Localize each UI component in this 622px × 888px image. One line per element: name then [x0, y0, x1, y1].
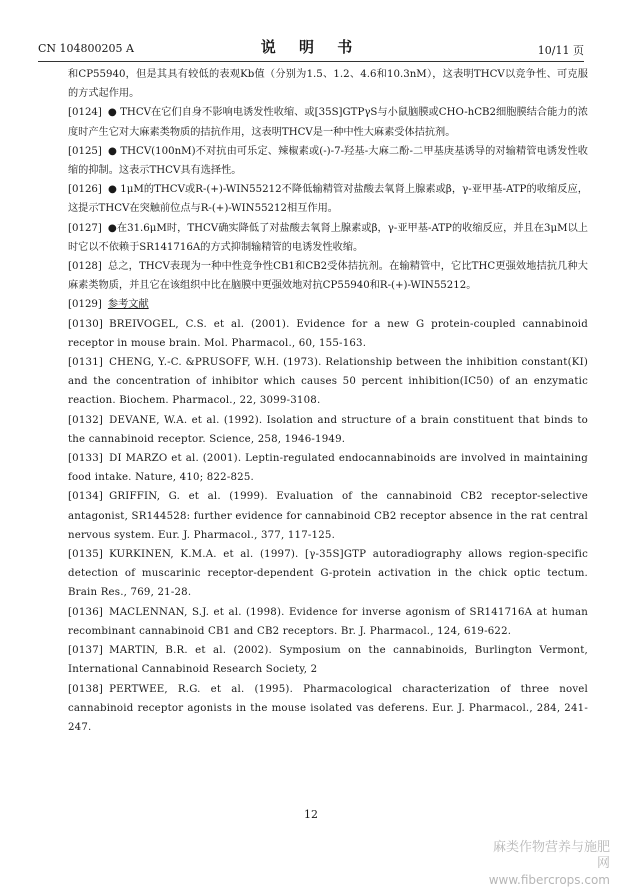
- reference-text: GRIFFIN, G. et al. (1999). Evaluation of the cannabinoid CB2 receptor-selective antagonist, SR144528: further evidence for cannabinoid CB2 receptor absence in the rat central nervous system. Eur. J. Pharmacol., 377, 117-125.: [68, 491, 588, 541]
- paragraph-number: [0128]: [68, 261, 102, 273]
- reference-text: BREIVOGEL, C.S. et al. (2001). Evidence for a new G protein-coupled cannabinoid receptor in mouse brain. Mol. Pharmacol., 60, 155-163.: [68, 318, 588, 349]
- watermark-site-name: 麻类作物营养与施肥网: [492, 840, 610, 871]
- reference-0132: [68, 411, 588, 449]
- reference-text: KURKINEN, K.M.A. et al. (1997). [γ-35S]GTP autoradiography allows region-specific detection of muscarinic receptor-dependent G-protein activation in the chick optic tectum. Brain Res., 769, 21-28.: [68, 549, 588, 599]
- reference-text: CHENG, Y.-C. &PRUSOFF, W.H. (1973). Relationship between the inhibition constant(KI) and the concentration of inhibitor which causes 50 percent inhibition(IC50) of an enzymatic reaction. Biochem. Pharmacol., 22, 3099-3108.: [68, 357, 588, 407]
- paragraph-number: [0130]: [68, 318, 104, 330]
- reference-text: MARTIN, B.R. et al. (2002). Symposium on the cannabinoids, Burlington Vermont, International Cannabinoid Research Society, 2: [68, 645, 588, 676]
- document-title: 说 明 书: [260, 38, 362, 56]
- paragraph-0124: [68, 103, 588, 141]
- paragraph-text: ● THCV(100nM)不对抗由可乐定、辣椒素或(-)-7-羟基-大麻二酚-二甲基庚基诱导的对输精管电诱发性收缩的抑制。这表示THCV具有选择性。: [68, 145, 588, 177]
- paragraph-text: 和CP55940，但是其具有较低的表观Kb值（分别为1.5、1.2、4.6和10.3nM），这表明THCV以竞争性、可克服的方式起作用。: [68, 69, 588, 100]
- paragraph-number: [0132]: [68, 414, 104, 426]
- page-header: [38, 36, 584, 60]
- paragraph-text: ●在31.6μM时，THCV确实降低了对盐酸去氧肾上腺素或β，γ-亚甲基-ATP的收缩反应，并且在3μM以上时它以不依赖于SR141716A的方式抑制输精管的电诱发性收缩。: [68, 222, 588, 253]
- paragraph-text: 总之，THCV表现为一种中性竞争性CB1和CB2受体拮抗剂。在输精管中，它比THC更强效地拮抗几种大麻素类物质，并且它在该组织中比在脑膜中更强效地对抗CP55940和R-(+)-WIN55212。: [68, 261, 588, 292]
- reference-0131: [68, 353, 588, 411]
- reference-0138: [68, 680, 588, 738]
- reference-0136: [68, 603, 588, 641]
- paragraph-text: ● 1μM的THCV或R-(+)-WIN55212不降低输精管对盐酸去氧肾上腺素或β，γ-亚甲基-ATP的收缩反应，这提示THCV在突触前位点与R-(+)-WIN55212相互作用。: [68, 184, 588, 215]
- paragraph-number: [0136]: [68, 606, 104, 618]
- paragraph-number: [0135]: [68, 549, 104, 561]
- watermark-url: www.fibercrops.com: [488, 873, 610, 887]
- reference-0134: [68, 487, 588, 545]
- reference-text: MACLENNAN, S.J. et al. (1998). Evidence for inverse agonism of SR141716A at human recombinant cannabinoid CB1 and CB2 receptors. Br. J. Pharmacol., 124, 619-622.: [68, 606, 588, 637]
- paragraph-number: [0138]: [68, 683, 104, 695]
- header-divider: [38, 61, 584, 62]
- paragraph-number: [0137]: [68, 645, 104, 657]
- page-indicator: 10/11 页: [537, 44, 584, 57]
- document-body: [68, 65, 588, 737]
- paragraph-continuation: [68, 65, 588, 103]
- reference-text: PERTWEE, R.G. et al. (1995). Pharmacological characterization of three novel cannabinoid receptor agonists in the mouse isolated vas deferens. Eur. J. Pharmacol., 284, 241-247.: [68, 683, 588, 733]
- reference-text: DEVANE, W.A. et al. (1992). Isolation and structure of a brain constituent that binds to the cannabinoid receptor. Science, 258, 1946-1949.: [68, 414, 588, 445]
- paragraph-number: [0124]: [68, 107, 102, 119]
- paragraph-0125: [68, 142, 588, 180]
- reference-0130: [68, 315, 588, 353]
- references-title: 参考文献: [107, 299, 149, 311]
- paragraph-0128: [68, 257, 588, 295]
- reference-0135: [68, 545, 588, 603]
- paragraph-number: [0129]: [68, 299, 102, 311]
- paragraph-number: [0125]: [68, 145, 102, 157]
- paragraph-number: [0133]: [68, 453, 104, 465]
- patent-number: CN 104800205 A: [38, 42, 134, 55]
- paragraph-text: ● THCV在它们自身不影响电诱发性收缩、或[35S]GTPγS与小鼠脑膜或CHO-hCB2细胞膜结合能力的浓度时产生它对大麻素类物质的拮抗作用，这表明THCV是一种中性大麻素受体拮抗剂。: [68, 107, 588, 138]
- reference-text: DI MARZO et al. (2001). Leptin-regulated endocannabinoids are involved in maintaining food intake. Nature, 410; 822-825.: [68, 453, 588, 484]
- paragraph-number: [0127]: [68, 222, 102, 234]
- references-heading: [68, 295, 588, 314]
- paragraph-0127: [68, 219, 588, 257]
- page-number: 12: [304, 808, 318, 821]
- paragraph-0126: [68, 180, 588, 218]
- reference-0133: [68, 449, 588, 487]
- reference-0137: [68, 641, 588, 679]
- paragraph-number: [0134]: [68, 491, 104, 503]
- paragraph-number: [0131]: [68, 357, 104, 369]
- paragraph-number: [0126]: [68, 184, 102, 196]
